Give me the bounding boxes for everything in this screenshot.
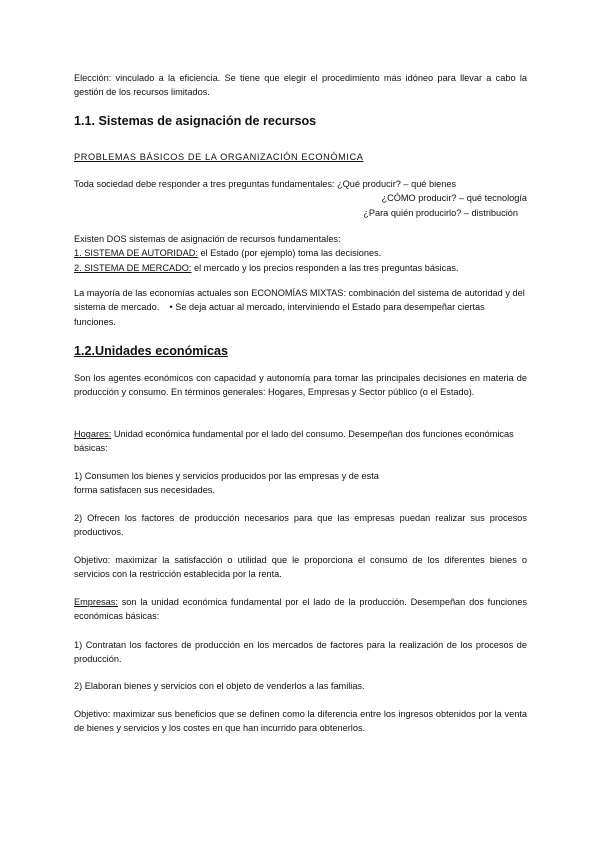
intro-paragraph: Elección: vinculado a la eficiencia. Se tiene que elegir el procedimiento más idóneo para llevar a cabo la gestión de los recursos limitados. <box>74 73 527 98</box>
systems-block <box>74 232 527 275</box>
empresas-paragraph <box>74 595 527 624</box>
mixed-economies-paragraph: La mayoría de las economías actuales son ECONOMÍAS MIXTAS: combinación del sistema de autoridad y del sistema de mercado. • Se deja actuar al mercado, interviniendo el Estado para desempeñar ciertas funciones. <box>74 288 528 327</box>
system-market-text: el mercado y los precios responden a las tres preguntas básicas. <box>191 262 459 273</box>
section-2-heading: 1.2.Unidades económicas <box>74 344 228 358</box>
system-authority-label: 1. SISTEMA DE AUTORIDAD: <box>74 248 198 259</box>
empresas-label: Empresas: <box>74 597 118 607</box>
hogares-text: Unidad económica fundamental por el lado del consumo. Desempeñan dos funciones económicas básicas: <box>74 429 514 454</box>
section-1-subheading: PROBLEMAS BÁSICOS DE LA ORGANIZACIÓN ECONÓMICA <box>74 152 364 162</box>
empresas-function-2: 2) Elaboran bienes y servicios con el objeto de venderlos a las familias. <box>74 681 365 691</box>
units-intro-paragraph: Son los agentes económicos con capacidad y autonomía para tomar las principales decisiones en materia de producción y consumo. En términos generales: Hogares, Empresas y Sector público (o el Estado). <box>74 373 527 398</box>
hogares-objetivo: Objetivo: maximizar la satisfacción o utilidad que le proporciona el consumo de los diferentes bienes o servicios con la restricción establecida por la renta. <box>74 555 527 580</box>
hogares-label: Hogares: <box>74 429 112 439</box>
systems-intro: Existen DOS sistemas de asignación de recursos fundamentales: <box>74 234 341 244</box>
hogares-function-2: 2) Ofrecen los factores de producción necesarios para que las empresas puedan realizar sus procesos productivos. <box>74 513 527 538</box>
system-market-label: 2. SISTEMA DE MERCADO: <box>74 262 192 273</box>
system-authority-text: el Estado (por ejemplo) toma las decisiones. <box>197 248 382 259</box>
system-market <box>74 261 527 275</box>
questions-block <box>74 177 527 220</box>
section-1-heading: 1.1. Sistemas de asignación de recursos <box>74 114 317 128</box>
questions-intro: Toda sociedad debe responder a tres preguntas fundamentales: ¿Qué producir? – qué bienes <box>74 179 457 189</box>
hogares-paragraph <box>74 427 527 456</box>
question-how: ¿CÓMO producir? – qué tecnología <box>381 193 527 204</box>
hogares-function-1-line-1: 1) Consumen los bienes y servicios producidos por las empresas y de esta <box>74 471 379 481</box>
system-authority <box>74 246 527 260</box>
question-for-whom: ¿Para quién producirlo? – distribución <box>363 207 518 218</box>
empresas-objetivo: Objetivo: maximizar sus beneficios que se definen como la diferencia entre los ingresos obtenidos por la venta de bienes y servicios y los costes en que han incurrido para obtenerlos. <box>74 709 527 734</box>
hogares-function-1-line-2: forma satisfacen sus necesidades. <box>74 485 215 496</box>
empresas-text: son la unidad económica fundamental por el lado de la producción. Desempeñan dos funciones económicas básicas: <box>74 597 527 622</box>
empresas-function-1: 1) Contratan los factores de producción en los mercados de factores para la realización de los procesos de producción. <box>74 640 527 665</box>
hogares-function-1 <box>74 469 527 498</box>
